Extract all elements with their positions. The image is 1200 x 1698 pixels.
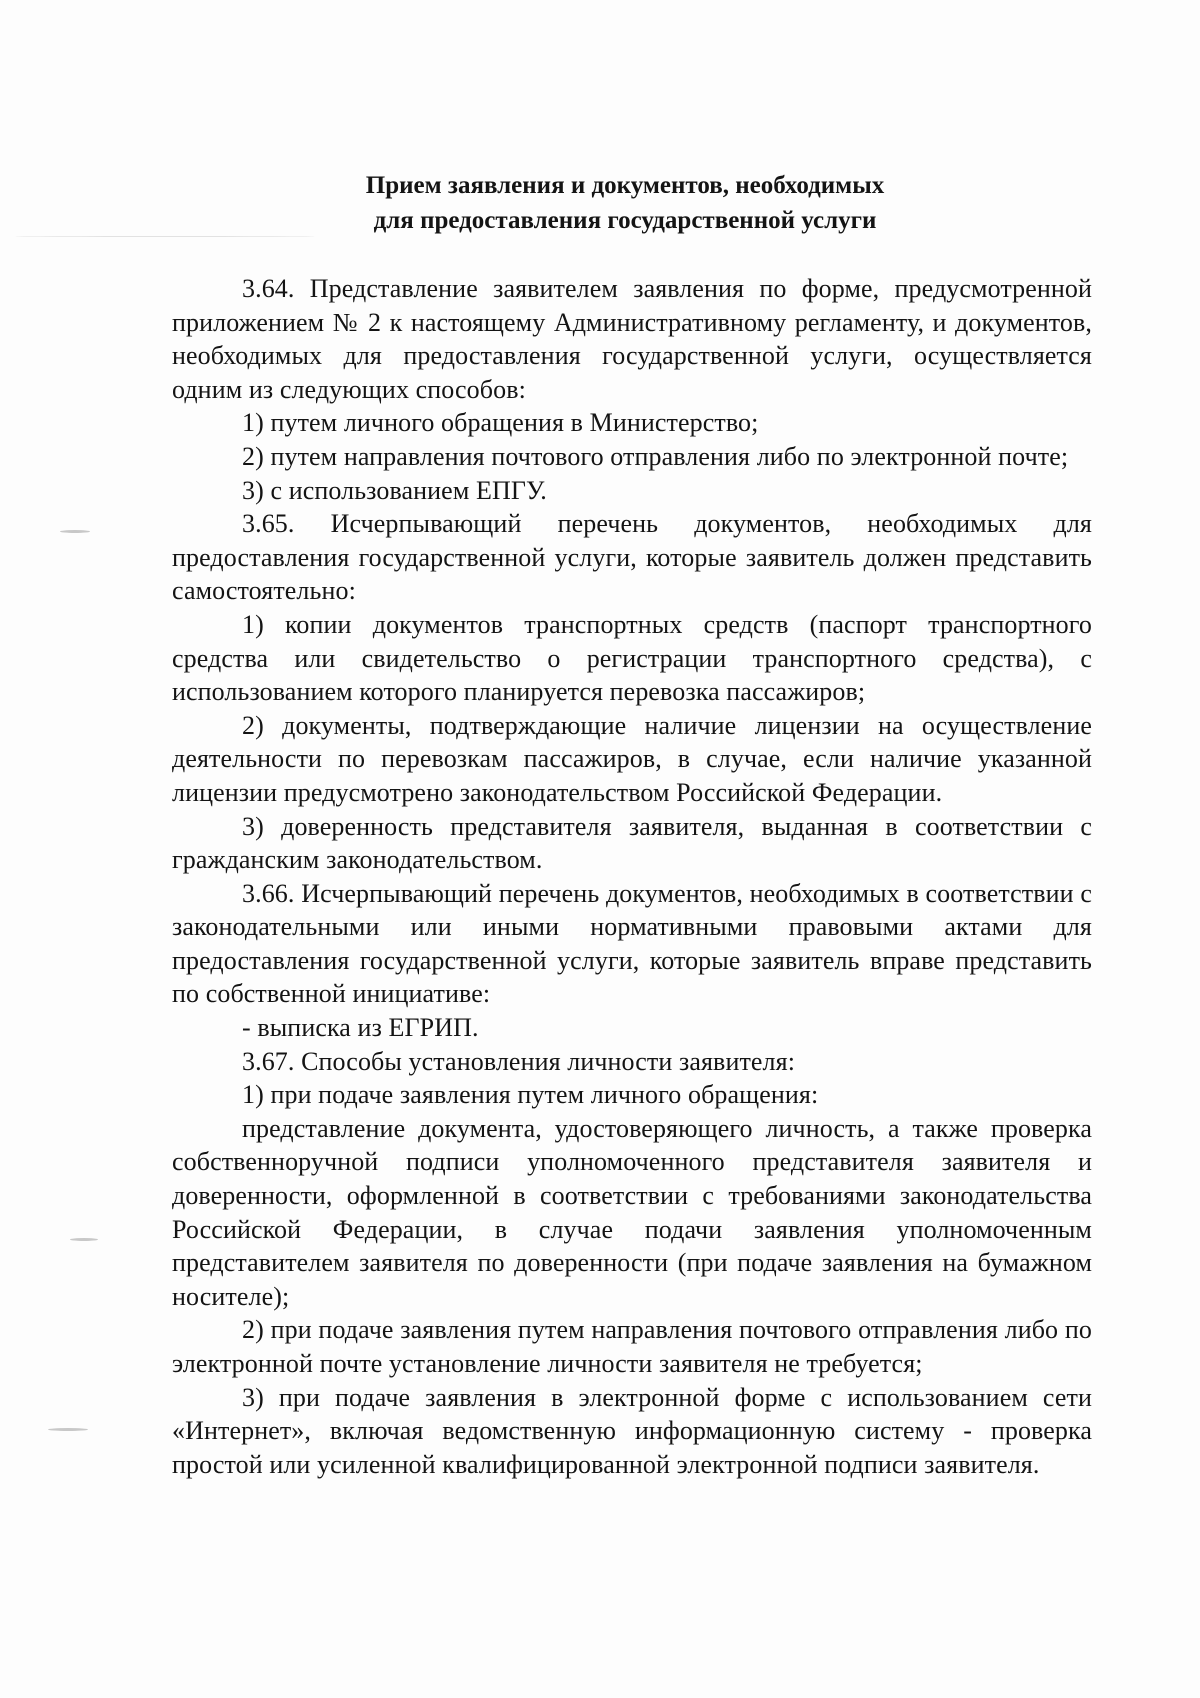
paragraph-3-65: 3.65. Исчерпывающий перечень документов, необходимых для предоставления государственной услуги, которые заявитель должен представить самостоятельно: [172,509,1092,606]
scan-speck [70,1238,98,1241]
paragraph-3-67: 3.67. Способы установления личности заявителя: [242,1046,796,1076]
paragraph-3-64: 3.64. Представление заявителем заявления по форме, предусмотренной приложением № 2 к настоящему Административному регламенту, и документов, необходимых для предоставления государственной услуги, осуществляется одним из следующих способов: [172,274,1092,404]
scan-speck [60,530,90,533]
section-title [160,168,1090,238]
list-item-egrip-extract: - выписка из ЕГРИП. [242,1013,479,1043]
scan-speck [15,236,315,237]
list-item-mail-submission: 2) при подаче заявления путем направления почтового отправления либо по электронной почте установление личности заявителя не требуется; [172,1315,1092,1378]
list-item-epgu: 3) с использованием ЕПГУ. [242,475,547,505]
list-item-mail-email: 2) путем направления почтового отправления либо по электронной почте; [242,441,1069,471]
list-item-personal-visit: 1) путем личного обращения в Министерство; [242,408,759,438]
list-item-power-of-attorney: 3) доверенность представителя заявителя, выданная в соответствии с гражданским законодательством. [172,811,1092,875]
document-body [172,272,1092,1481]
list-item-license-documents: 2) документы, подтверждающие наличие лицензии на осуществление деятельности по перевозкам пассажиров, в случае, если наличие указанной лицензии предусмотрено законодательством Российской Федерации. [172,710,1092,807]
paragraph-identity-document: представление документа, удостоверяющего личность, а также проверка собственноручной подписи уполномоченного представителя заявителя и доверенности, оформленной в соответствии с требованиями законодательства Российской Федерации, в случае подачи заявления уполномоченным представителем заявителя по доверенности (при подаче заявления на бумажном носителе); [172,1113,1092,1311]
list-item-electronic-submission: 3) при подаче заявления в электронной форме с использованием сети «Интернет», включая ведомственную информационную систему - проверка простой или усиленной квалифицированной электронной подписи заявителя. [172,1382,1092,1479]
section-title-line-2: для предоставления государственной услуги [373,207,877,234]
list-item-personal-submission: 1) при подаче заявления путем личного обращения: [242,1080,819,1110]
scan-speck [48,1428,88,1431]
paragraph-3-66: 3.66. Исчерпывающий перечень документов, необходимых в соответствии с законодательными или иными нормативными правовыми актами для предоставления государственной услуги, которые заявитель вправе представить по собственной инициативе: [172,878,1092,1009]
list-item-vehicle-documents: 1) копии документов транспортных средств (паспорт транспортного средства или свидетельство о регистрации транспортного средства), с использованием которого планируется перевозка пассажиров; [172,609,1092,707]
section-title-line-1: Прием заявления и документов, необходимых [365,172,885,199]
